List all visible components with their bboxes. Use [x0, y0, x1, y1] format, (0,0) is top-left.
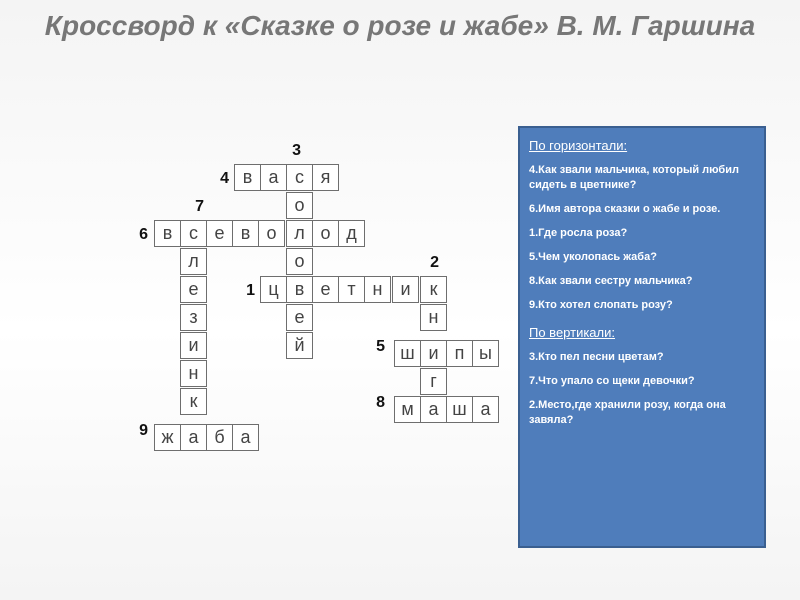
crossword-cell[interactable]: а: [420, 396, 447, 423]
crossword-cell[interactable]: д: [338, 220, 365, 247]
crossword-cell[interactable]: ж: [154, 424, 181, 451]
crossword-cell[interactable]: к: [420, 276, 447, 303]
crossword-cell[interactable]: о: [286, 192, 313, 219]
clue-text: 7.Что упало со щеки девочки?: [529, 375, 695, 387]
vertical-clues-heading: По вертикали:: [529, 325, 615, 340]
crossword-cell[interactable]: ы: [472, 340, 499, 367]
crossword-cell[interactable]: в: [286, 276, 313, 303]
crossword-cell[interactable]: п: [446, 340, 473, 367]
clues-panel: [518, 126, 766, 548]
crossword-cell[interactable]: в: [234, 164, 261, 191]
crossword-cell[interactable]: и: [420, 340, 447, 367]
clue-number-3: 3: [292, 142, 301, 159]
crossword-cell[interactable]: т: [338, 276, 365, 303]
crossword-cell[interactable]: н: [420, 304, 447, 331]
crossword-cell[interactable]: в: [154, 220, 181, 247]
crossword-cell[interactable]: л: [286, 220, 313, 247]
crossword-cell[interactable]: к: [180, 388, 207, 415]
crossword-cell[interactable]: г: [420, 368, 447, 395]
crossword-cell[interactable]: а: [232, 424, 259, 451]
clue-number-1: 1: [246, 282, 255, 299]
clue-number-8: 8: [376, 394, 385, 411]
clue-number-6: 6: [139, 226, 148, 243]
crossword-cell[interactable]: е: [180, 276, 207, 303]
crossword-cell[interactable]: ш: [394, 340, 421, 367]
clue-number-9: 9: [139, 422, 148, 439]
crossword-cell[interactable]: о: [286, 248, 313, 275]
clue-text: 5.Чем уколопась жаба?: [529, 251, 657, 263]
crossword-cell[interactable]: а: [472, 396, 499, 423]
clue-number-4: 4: [220, 170, 229, 187]
crossword-cell[interactable]: в: [232, 220, 259, 247]
crossword-cell[interactable]: н: [180, 360, 207, 387]
crossword-cell[interactable]: а: [180, 424, 207, 451]
crossword-cell[interactable]: а: [260, 164, 287, 191]
crossword-cell[interactable]: й: [286, 332, 313, 359]
crossword-cell[interactable]: и: [180, 332, 207, 359]
crossword-cell[interactable]: з: [180, 304, 207, 331]
crossword-cell[interactable]: е: [206, 220, 233, 247]
clue-text: 1.Где росла роза?: [529, 227, 628, 239]
crossword-cell[interactable]: ш: [446, 396, 473, 423]
clue-text: 3.Кто пел песни цветам?: [529, 351, 664, 363]
horizontal-clues-heading: По горизонтали:: [529, 138, 628, 153]
page-title: Кроссворд к «Сказке о розе и жабе» В. М. Гаршина: [44, 10, 756, 41]
clue-text: 8.Как звали сестру мальчика?: [529, 275, 693, 287]
clue-number-2: 2: [430, 254, 439, 271]
clue-number-5: 5: [376, 338, 385, 355]
crossword-cell[interactable]: б: [206, 424, 233, 451]
crossword-cell[interactable]: я: [312, 164, 339, 191]
crossword-cell[interactable]: м: [394, 396, 421, 423]
crossword-cell[interactable]: с: [180, 220, 207, 247]
clue-text: 2.Место,где хранили розу, когда она завяла?: [529, 399, 726, 426]
clue-text: 4.Как звали мальчика, который любил сидеть в цветнике?: [529, 164, 739, 191]
crossword-cell[interactable]: о: [312, 220, 339, 247]
clue-text: 6.Имя автора сказки о жабе и розе.: [529, 203, 721, 215]
clue-text: 9.Кто хотел слопать розу?: [529, 299, 673, 311]
crossword-cell[interactable]: н: [364, 276, 391, 303]
crossword-cell[interactable]: е: [312, 276, 339, 303]
crossword-cell[interactable]: с: [286, 164, 313, 191]
crossword-cell[interactable]: о: [258, 220, 285, 247]
crossword-cell[interactable]: е: [286, 304, 313, 331]
crossword-cell[interactable]: ц: [260, 276, 287, 303]
crossword-cell[interactable]: и: [392, 276, 419, 303]
crossword-cell[interactable]: л: [180, 248, 207, 275]
clue-number-7: 7: [195, 198, 204, 215]
